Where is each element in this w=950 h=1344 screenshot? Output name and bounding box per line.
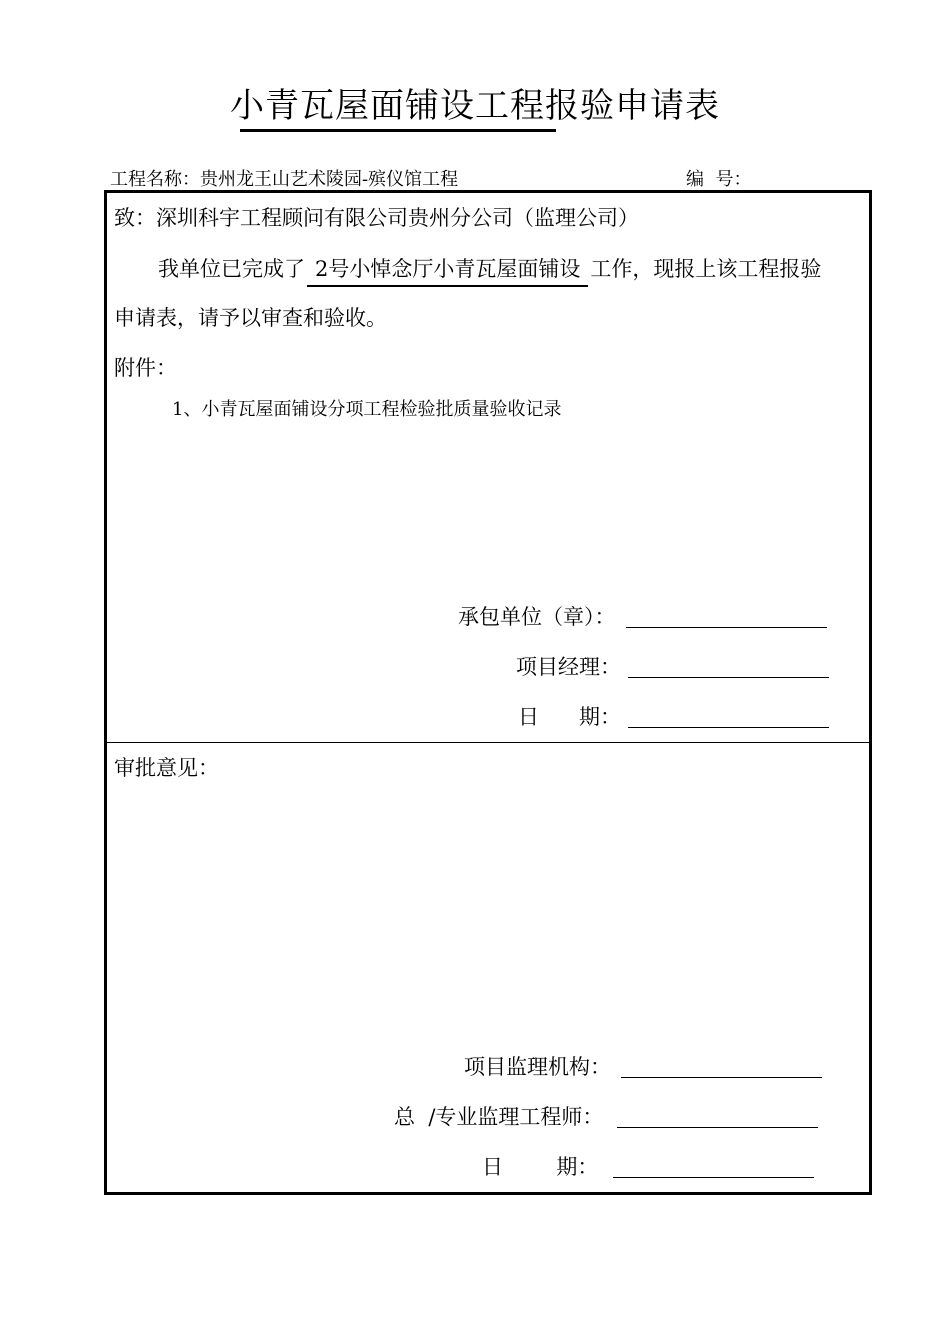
title-underline bbox=[240, 129, 556, 132]
addressee-line: 致：深圳科宇工程顾问有限公司贵州分公司（监理公司） bbox=[114, 206, 639, 230]
form-frame bbox=[104, 190, 872, 1195]
approval-heading: 审批意见： bbox=[114, 756, 219, 780]
completion-statement bbox=[158, 253, 821, 287]
statement-suffix: 工作，现报上该工程报验 bbox=[590, 257, 822, 281]
attachment-item: 1、小青瓦屋面铺设分项工程检验批质量验收记录 bbox=[172, 399, 562, 420]
supervision-agency-label: 项目监理机构： bbox=[464, 1055, 611, 1079]
contractor-date-field[interactable] bbox=[628, 727, 829, 728]
project-name-value: 贵州龙王山艺术陵园-殡仪馆工程 bbox=[200, 169, 459, 190]
request-statement: 申请表，请予以审查和验收。 bbox=[114, 306, 387, 330]
supervising-engineer-label: 总 /专业监理工程师： bbox=[394, 1105, 604, 1129]
completed-work-field: 2号小悼念厅小青瓦屋面铺设 bbox=[307, 253, 588, 287]
supervising-engineer-field[interactable] bbox=[617, 1127, 818, 1128]
attachments-heading: 附件： bbox=[114, 356, 177, 380]
statement-prefix: 我单位已完成了 bbox=[158, 257, 305, 281]
section-divider bbox=[104, 742, 869, 743]
project-manager-label: 项目经理： bbox=[516, 655, 621, 679]
number-label: 编 号： bbox=[686, 169, 752, 190]
project-manager-field[interactable] bbox=[628, 677, 829, 678]
contractor-date-label: 日 期： bbox=[518, 705, 622, 729]
approval-date-label: 日 期： bbox=[482, 1155, 599, 1179]
supervision-agency-field[interactable] bbox=[621, 1077, 822, 1078]
contractor-unit-field[interactable] bbox=[626, 627, 827, 628]
approval-date-field[interactable] bbox=[613, 1177, 814, 1178]
contractor-unit-label: 承包单位（章）： bbox=[458, 605, 616, 629]
page-title: 小青瓦屋面铺设工程报验申请表 bbox=[230, 86, 720, 126]
project-name-label: 工程名称： bbox=[110, 169, 200, 190]
project-name-row bbox=[110, 165, 458, 191]
